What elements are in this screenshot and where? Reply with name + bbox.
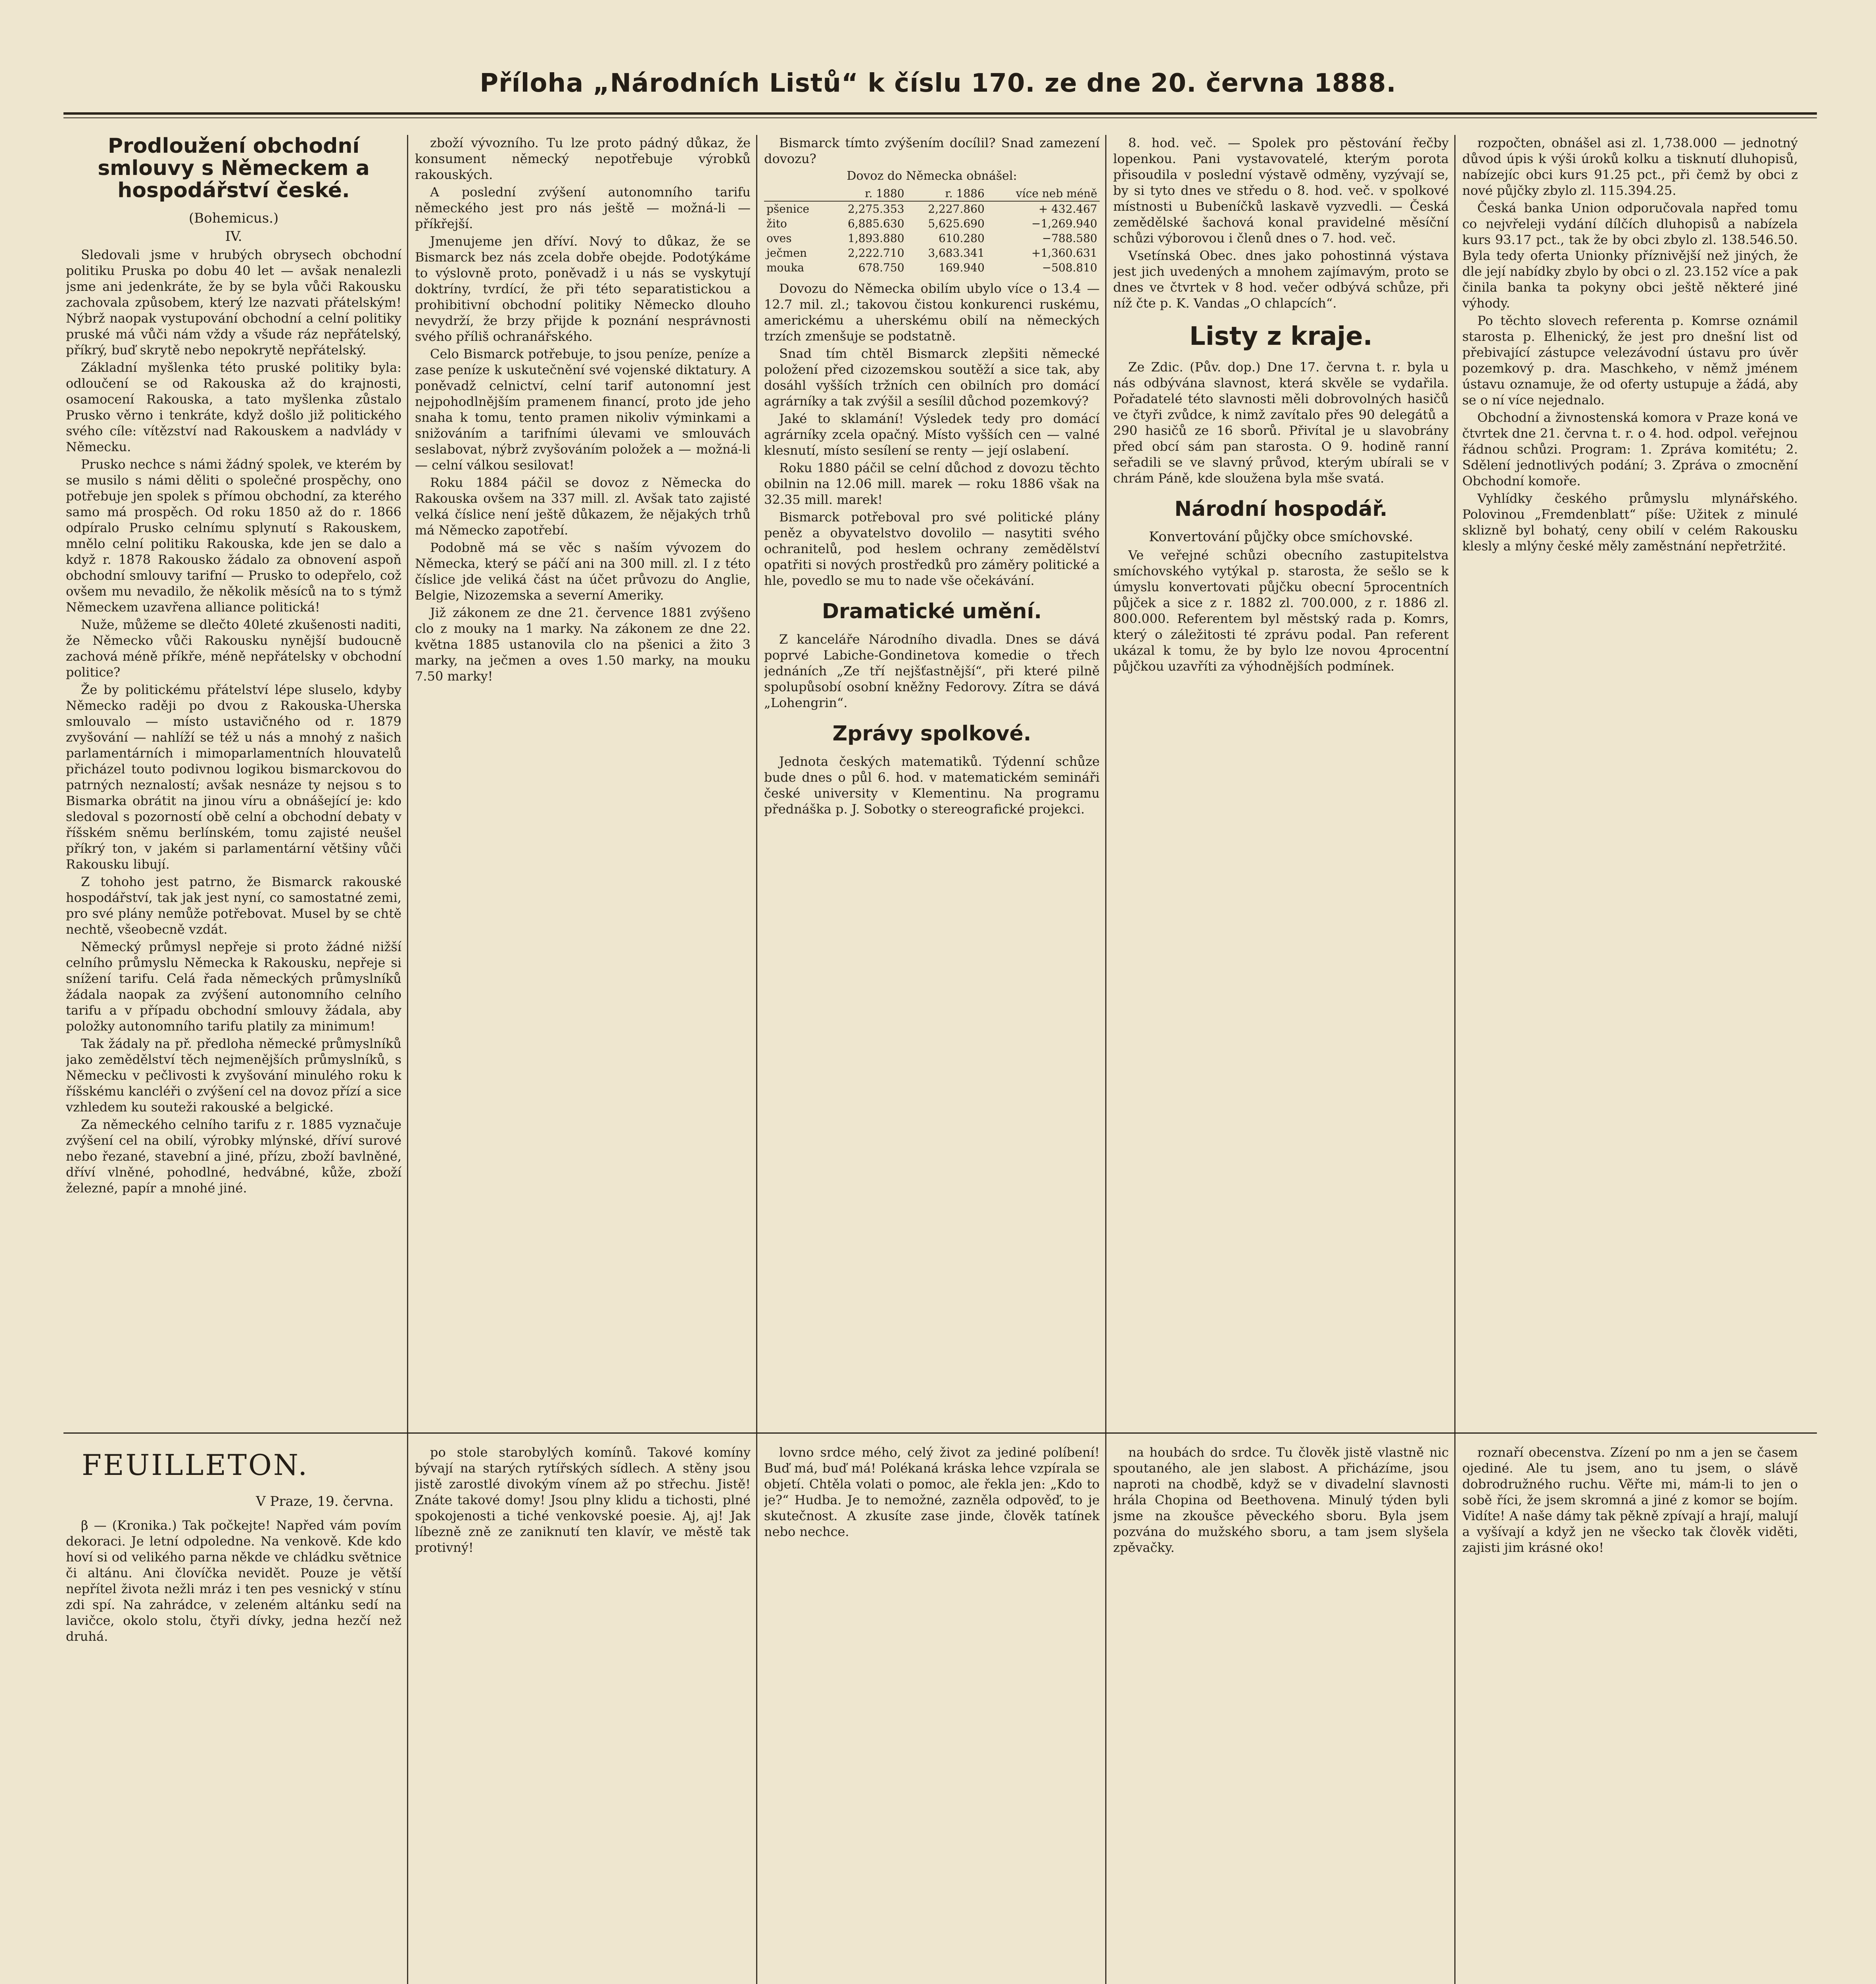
article-paragraph: Základní myšlenka této pruské politiky byla: odloučení se od Rakouska až do krajnosti, osamocení Rakouska, a tato myšlenka zůstalo Prusko věrno i tenkráte, když došlo již politického svého cíle: vítězství nad Rakouskem a nadvlády v Německu. bbox=[66, 360, 401, 455]
article-paragraph: Snad tím chtěl Bismarck zlepšiti německé položení před cizozemskou soutěží a sice tak, aby dosáhl vyšších tržních cen obilních pro domácí agrárníky a tak zvýšil a sesílil důchod pozemkový? bbox=[764, 346, 1100, 409]
article-paragraph: Vyhlídky českého průmyslu mlynářského. Polovinou „Fremdenblatt“ píše: Užitek z minulé sklizně byl bohatý, ceny obilí v celém Rakousku klesly a mlýny české měly zaměstnání nepřetržité. bbox=[1462, 491, 1798, 554]
column-2 bbox=[415, 135, 751, 1425]
article-paragraph: Roku 1884 páčil se dovoz z Německa do Rakouska ovšem na 337 mill. zl. Avšak tato zajisté velká číslice není ještě důkazem, že nějakých trhů má Německo zapotřebí. bbox=[415, 475, 751, 538]
table-header: r. 1880 bbox=[826, 186, 906, 201]
feuilleton-paragraph: roznaří obecenstva. Zízení po nm a jen se časem ojediné. Ale tu jsem, ano tu jsem, o slávě dobrodružného ruchu. Věřte mi, mám-li to jen o sobě říci, že jsem skromná a jiné z komor se bojím. Vidíte! A naše dámy tak pěkně zpívají a hrají, malují a vyšívají a když jen ne všecko tak člověk viděti, zajisti jim krásné oko! bbox=[1462, 1445, 1798, 1555]
article-paragraph: Bismarck potřeboval pro své politické plány peněz a obyvatelstvo dovolilo — nasytiti svého ochranitelů, pod heslem ochrany zemědělství opatřiti si nových prostředků pro záměry politické a hle, povedlo se mu to nade vše očekávání. bbox=[764, 509, 1100, 588]
article-paragraph: Jmenujeme jen dříví. Nový to důkaz, že se Bismarck bez nás zcela dobře obejde. Podotýkáme to výslovně proto, poněvadž i u nás se vyskytují doktríny, tvrdící, že při této separatistickou a prohibitivní obchodní politiky Německo dlouho nevydrží, že brzy přijde k poznání nesprávnosti svého příliš ochranářského. bbox=[415, 234, 751, 344]
article-paragraph: Jednota českých matematiků. Týdenní schůze bude dnes o půl 6. hod. v matematickém semináři české university v Klementinu. Na programu přednáška p. J. Sobotky o stereografické projekci. bbox=[764, 754, 1100, 817]
column-separator bbox=[1105, 135, 1106, 1984]
article-paragraph: Po těchto slovech referenta p. Komrse oznámil starosta p. Elhenický, že jest pro dnešní list od přebivající zástupce velezávodní ústavu pro úvěr pozemkový p. dra. Maschkeho, v němž jménem ústavu oznamuje, že od oferty ustupuje a žádá, aby se o ní více nejednalo. bbox=[1462, 313, 1798, 408]
section-title: Dramatické umění. bbox=[822, 600, 1042, 623]
table-cell: −1,269.940 bbox=[1031, 217, 1097, 230]
table-cell: žito bbox=[766, 217, 787, 230]
column-separator bbox=[407, 135, 408, 1984]
article-paragraph: Roku 1880 páčil se celní důchod z dovozu těchto obilnin na 12.06 mill. marek — roku 1886 však na 32.35 mill. marek! bbox=[764, 460, 1100, 507]
table-row bbox=[764, 201, 1100, 216]
feuilleton-column-2 bbox=[415, 1444, 751, 1984]
article-paragraph: Tak žádaly na př. předloha německé průmyslníků jako zemědělství těch nejmenějších průmyslníků, s Německu v pečlivosti k zvyšování minulého roku k říšskému kancléři o zvýšení cel na dovoz přízí a sice vzhledem ku souteži rakouské a belgické. bbox=[66, 1036, 401, 1115]
section-title: Listy z kraje. bbox=[1189, 322, 1373, 351]
feuilleton-title: FEUILLETON. bbox=[82, 1448, 309, 1482]
section-title: Zprávy spolkové. bbox=[832, 722, 1031, 746]
article-paragraph: Již zákonem ze dne 21. července 1881 zvýšeno clo z mouky na 1 marky. Na zákonem ze dne 22. května 1885 ustanovila clo na pšenici a žito 3 marky, na ječmen a oves 1.50 marky, na mouku 7.50 marky! bbox=[415, 605, 751, 684]
column-5 bbox=[1462, 135, 1798, 1425]
table-cell: 3,683.341 bbox=[928, 246, 985, 260]
header-rule-top bbox=[63, 112, 1817, 115]
table-cell: 1,893.880 bbox=[848, 232, 904, 245]
article-paragraph: A poslední zvýšení autonomního tarifu německého jest pro nás ještě — možná-li — příkřejší. bbox=[415, 185, 751, 231]
feuilleton-paragraph: lovno srdce mého, celý život za jediné políbení! Buď má, buď má! Polékaná kráska lehce vzpírala se objetí. Chtěla volati o pomoc, ale řekla jen: „Kdo to je?“ Hudba. Je to nemožné, zazněla odpověď, to je skutečnost. A zkusíte zase jinde, člověk tatínek nebo nechce. bbox=[764, 1445, 1100, 1539]
article-section: IV. bbox=[225, 229, 242, 245]
table-row bbox=[764, 231, 1100, 246]
article-paragraph: Podobně má se věc s naším vývozem do Německa, který se páčí ani na 300 mill. zl. I z této číslice jde veliká část na účet průvozu do Anglie, Belgie, Nizozemska a severní Ameriky. bbox=[415, 540, 751, 603]
article-paragraph: Prusko nechce s námi žádný spolek, ve kterém by se musilo s námi děliti o společné prospěchy, ono potřebuje jen spolek s přímou obchodní, za kterého samo má prospěch. Od roku 1850 až do r. 1866 odpíralo Prusko celnímu splynutí s Rakouskem, mnělo celní politiku Rakouska, kde jen se dalo a když r. 1878 Rakousko žádalo za obnovení aspoň obchodní smlouvy tarifní — Prusko to odepřelo, což ovšem mu nevadilo, že několik měsíců na to s týmž Německem uzavřena alliance politická! bbox=[66, 457, 401, 615]
column-3 bbox=[764, 135, 1100, 1425]
table-cell: oves bbox=[766, 232, 792, 245]
table-header: r. 1886 bbox=[907, 186, 987, 201]
feuilleton-dateline: V Praze, 19. června. bbox=[256, 1494, 394, 1509]
column-separator bbox=[756, 135, 757, 1984]
table-cell: pšenice bbox=[766, 202, 810, 215]
table-cell: ječmen bbox=[766, 246, 807, 260]
column-4 bbox=[1113, 135, 1449, 1425]
article-paragraph: Obchodní a živnostenská komora v Praze koná ve čtvrtek dne 21. června t. r. o 4. hod. odpol. veřejnou řádnou schůzi. Program: 1. Zpráva komitétu; 2. Sdělení jednotlivých podání; 3. Zpráva o zmocnění Obchodní komoře. bbox=[1462, 410, 1798, 488]
feuilleton-paragraph: po stole starobylých komínů. Takové komíny bývají na starých rytířských sídlech. A stěny jsou jistě zarostlé divokým vínem až po střechu. Jistě! Znáte takové domy! Jsou plny klidu a tichosti, plné spokojenosti a tiché venkovské poesie. Aj, aj! Jak líbezně zně ze zaniknutí ten klavír, ve městě tak protivný! bbox=[415, 1445, 751, 1555]
article-paragraph: Vsetínská Obec. dnes jako pohostinná výstava jest jich uvedených a mnohem zajímavým, proto se dnes ve čtvrtek v 8 hod. večer odbývá schůze, při níž čte p. K. Vandas „O chlapcích“. bbox=[1113, 248, 1449, 311]
article-paragraph: Ze Zdic. (Pův. dop.) Dne 17. června t. r. byla u nás odbývána slavnost, která skvěle se vydařila. Pořadatelé této slavnosti měli dobrovolných hasičů ve čtyři zvůdce, k nimž zavítalo přes 90 delegátů a 290 hasičů ze 16 sborů. Přivítal je u slavobrány před obcí sám pan starosta. O 9. hodině ranní seřadili se ve slavný průvod, kterým ubírali se v chrám Páně, kde sloužena byla mše svatá. bbox=[1113, 360, 1449, 486]
header-rule-bottom bbox=[63, 117, 1817, 118]
table-header: více neb méně bbox=[987, 186, 1100, 201]
feuilleton-paragraph: na houbách do srdce. Tu člověk jistě vlastně nic spoutaného, ale jen slabost. A přicházíme, jsou naproti na chodbě, když se v divadelní slavnosti hrála Chopina od Beethovena. Minulý týden byli jsme na zkoušce pěveckého sboru. Byla jsem pozvána do mužského sboru, a tam jsem slyšela zpěvačky. bbox=[1113, 1445, 1449, 1555]
import-table bbox=[764, 186, 1100, 275]
article-paragraph: Sledovali jsme v hrubých obrysech obchodní politiku Pruska po dobu 40 let — avšak nenalezli jsme ani jedenkráte, že by se byla vůči Rakousku zachovala způsobem, který lze nazvati přátelským! Nýbrž naopak vystupování obchodní a celní politiky pruské má vůči nám vždy a všude ráz nepřátelský, příkrý, buď skrytě nebo nepokrytě nepřátelský. bbox=[66, 247, 401, 358]
table-cell: 610.280 bbox=[939, 232, 985, 245]
table-cell: −508.810 bbox=[1042, 261, 1097, 274]
article-title: Prodloužení obchodní smlouvy s Německem a hospodářství české. bbox=[98, 135, 370, 203]
section-subtitle: Konvertování půjčky obce smíchovské. bbox=[1149, 529, 1413, 545]
header-title: Příloha „Národních Listů“ k číslu 170. ze dne 20. června 1888. bbox=[480, 69, 1396, 98]
article-paragraph: Dovozu do Německa obilím ubylo více o 13.4 — 12.7 mil. zl.; takovou čistou konkurenci ruskému, americkému a uherskému obilí na německých trzích zmenšuje se podstatně. bbox=[764, 281, 1100, 344]
column-separator bbox=[1454, 135, 1455, 1984]
table-cell: 678.750 bbox=[858, 261, 904, 274]
table-row bbox=[764, 246, 1100, 260]
table-header bbox=[764, 186, 826, 201]
table-cell: 2,222.710 bbox=[848, 246, 904, 260]
feuilleton-column-4 bbox=[1113, 1444, 1449, 1984]
article-paragraph: Ve veřejné schůzi obecního zastupitelstva smíchovského vytýkal p. starosta, že sešlo se k úmyslu konvertovati půjčku obecní 5procentních půjček a sice z r. 1882 zl. 700.000, z r. 1886 zl. 800.000. Referentem byl městský rada p. Komrs, který o záležitosti té zprávu podal. Pan referent ukázal k tomu, že by bylo lze novou 4procentní půjčkou uzavříti za výhodnějších podmínek. bbox=[1113, 548, 1449, 674]
table-caption: Dovoz do Německa obnášel: bbox=[847, 169, 1017, 183]
table-cell: + 432.467 bbox=[1038, 202, 1097, 215]
article-paragraph: 8. hod. več. — Spolek pro pěstování řečby lopenkou. Pani vystavovatelé, kterým porota přisoudila v poslední výstavě odměny, vyzývají se, by si tyto dnes ve středu o 8. hod. več. v spolkové místnosti u Bubeníčků laskavě vyzvedli. — Česká zemědělské šachová konal pravidelné měsíční schůzi výborovou i členů dnes o 7. hod. več. bbox=[1113, 135, 1449, 246]
table-cell: 5,625.690 bbox=[928, 217, 985, 230]
article-paragraph: Jaké to sklamání! Výsledek tedy pro domácí agrárníky zcela opačný. Místo vyšších cen — valné klesnutí, místo sesílení se renty — její oslabení. bbox=[764, 411, 1100, 458]
article-byline: (Bohemicus.) bbox=[188, 210, 279, 227]
article-paragraph: Česká banka Union odporučovala napřed tomu co nejvřeleji vydání dílčích dluhopisů a nabízela kurs 93.17 pct., tak že by obci zbylo zl. 138.546.50. Byla tedy oferta Unionky příznivější než jiných, že dle její nabídky zbylo by obci o zl. 23.152 více a pak činila banka ta pokyny obci ještě některé jiné výhody. bbox=[1462, 200, 1798, 311]
feuilleton-rule-full bbox=[63, 1432, 1817, 1434]
article-paragraph: rozpočten, obnášel asi zl. 1,738.000 — jednotný důvod úpis k výši úroků kolku a tisknutí dluhopisů, nabízejíc obci kurs 91.25 pct., při čemž by obci z nové půjčky zbylo zl. 115.394.25. bbox=[1462, 135, 1798, 198]
column-1 bbox=[66, 135, 401, 1425]
table-row bbox=[764, 260, 1100, 275]
article-paragraph: Z tohoho jest patrno, že Bismarck rakouské hospodářství, tak jak jest nyní, co samostatné zemi, pro své plány nemůže potřebovat. Musel by se chtě nechtě, všeobecně vzdát. bbox=[66, 874, 401, 937]
table-cell: 169.940 bbox=[939, 261, 985, 274]
page-header bbox=[0, 60, 1876, 107]
table-cell: mouka bbox=[766, 261, 805, 274]
feuilleton-column-5 bbox=[1462, 1444, 1798, 1984]
article-paragraph: Že by politickému přátelství lépe sluselo, kdyby Německo raději po dvou z Rakouska-Uherska smlouvalo — místo ustavičného od r. 1879 zvyšování — nahlíží se též u nás a mnohý z našich parlamentárních i mimoparlamentních hlouvatelů přicházel touto podivnou logikou bismarckovou do patrných neznalostí; avšak nesnáze ty nejsou s to Bismarka obrátit na jinou víru a obnášející je: kdo sledoval s pozorností obě celní a obchodní debaty v říšském sněmu berlínském, tomu zajisté neušel příkrý ton, v jakém si parlamentární většiny vůči Rakousku libují. bbox=[66, 682, 401, 872]
article-paragraph: Německý průmysl nepřeje si proto žádné nižší celního průmyslu Německa k Rakousku, nepřeje si snížení tarifu. Celá řada německých průmyslníků žádala naopak za zvýšení autonomního celního tarifu a v případu obchodní smlouvy žádala, aby položky autonomního tarifu platily za minimum! bbox=[66, 939, 401, 1034]
feuilleton-column-1 bbox=[66, 1444, 401, 1984]
table-row bbox=[764, 216, 1100, 231]
table-cell: 2,275.353 bbox=[848, 202, 904, 215]
table-cell: 6,885.630 bbox=[848, 217, 904, 230]
article-paragraph: Bismarck tímto zvýšením docílil? Snad zamezení dovozu? bbox=[764, 135, 1100, 166]
table-cell: −788.580 bbox=[1042, 232, 1097, 245]
article-paragraph: Z kanceláře Národního divadla. Dnes se dává poprvé Labiche-Gondinetova komedie o třech jednáních „Ze tří nejšťastnější“, při které pilně spolupůsobí osobní kněžny Fedorovy. Zítra se dává „Lohengrin“. bbox=[764, 632, 1100, 711]
article-paragraph: Nuže, můžeme se dlečto 40leté zkušenosti naditi, že Německo vůči Rakousku nynější budoucně zachová méně příkře, méně nepřátelsky v obchodní politice? bbox=[66, 617, 401, 680]
table-cell: +1,360.631 bbox=[1031, 246, 1097, 260]
feuilleton-column-3 bbox=[764, 1444, 1100, 1984]
article-paragraph: Za německého celního tarifu z r. 1885 vyznačuje zvýšení cel na obilí, výrobky mlýnské, dříví surové nebo řezané, stavební a jiné, přízu, zboží bavlněné, dříví vlněné, pohodlné, hedvábné, kůže, zboží železné, papír a mnohé jiné. bbox=[66, 1117, 401, 1196]
article-paragraph: Celo Bismarck potřebuje, to jsou peníze, peníze a zase peníze k uskutečnění své vojenské diktatury. A poněvadž celnictví, celní tarif autonomní jest nejpohodlnějším pramenem financí, proto jde jeho snaha k tomu, tento pramen nikoliv výminkami a snižováním a tarifními úlevami ve smlouvách seslabovat, nýbrž zvyšováním položek a — možná-li — celní válkou sesilovat! bbox=[415, 346, 751, 473]
feuilleton-paragraph: β — (Kronika.) Tak počkejte! Napřed vám povím dekoraci. Je letní odpoledne. Na venkově. Kde kdo hoví si od velikého parna někde ve chládku světnice či altánu. Ani človíčka nevidět. Pouze je větší nepřítel života nežli mráz i ten pes vesnický v stínu zdi spí. Na zahrádce, v zeleném altánku sedí na lavičce, okolo stolu, čtyři dívky, jedna hezčí než druhá. bbox=[66, 1518, 401, 1644]
table-cell: 2,227.860 bbox=[928, 202, 985, 215]
article-paragraph: zboží vývozního. Tu lze proto pádný důkaz, že konsument německý nepotřebuje výrobků rakouských. bbox=[415, 135, 751, 182]
section-title: Národní hospodář. bbox=[1174, 497, 1388, 521]
